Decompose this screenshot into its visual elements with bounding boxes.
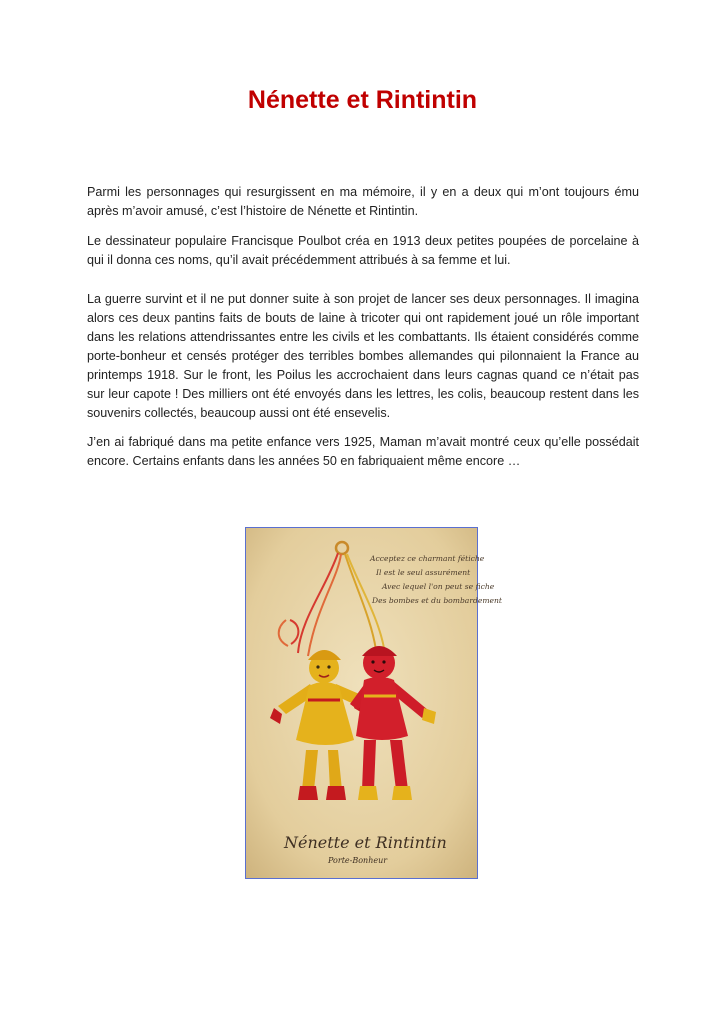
- verse-line: Avec lequel l'on peut se fiche: [382, 582, 495, 591]
- verse-line: Il est le seul assurément: [376, 568, 471, 577]
- paragraph-poulbot: Le dessinateur populaire Francisque Poulbot créa en 1913 deux petites poupées de porcelaine à qui il donna ces noms, qu’il avait précédemment attribués à sa femme et lui.: [87, 234, 639, 267]
- paragraph-war: La guerre survint et il ne put donner suite à son projet de lancer ses deux personnages. Il imagina alors ces deux pantins faits de bouts de laine à tricoter qui ont rapidement joué un rôle important dans les relations attendrissantes entre les civils et les combattants. Ils étaient considérés comme porte-bonheur et censés protéger des terribles bombes allemandes qui pilonnaient la France au printemps 1918. Sur le front, les Poilus les accrochaient dans leurs cagnas quand ce n’était pas sur leur capote ! Des milliers ont été envoyés dans les lettres, les colis, beaucoup restent dans les souvenirs collectés, beaucoup aussi ont été ensevelis.: [87, 292, 639, 420]
- paragraph-intro: Parmi les personnages qui resurgissent en ma mémoire, il y en a deux qui m’ont toujours ému après m’avoir amusé, c’est l’histoire de Nénette et Rintintin.: [87, 185, 639, 218]
- postcard-caption: Nénette et Rintintin: [284, 833, 447, 852]
- verse-line: Des bombes et du bombardement: [372, 596, 502, 605]
- page-title: Nénette et Rintintin: [247, 86, 478, 114]
- postcard-subcaption: Porte-Bonheur: [328, 856, 388, 865]
- paragraph-childhood: J’en ai fabriqué dans ma petite enfance vers 1925, Maman m’avait montré ceux qu’elle possédait encore. Certains enfants dans les années 50 en fabriquaient même encore …: [87, 435, 639, 468]
- postcard-illustration: [246, 528, 502, 878]
- verse-line: Acceptez ce charmant fétiche: [370, 554, 485, 563]
- postcard-image: [245, 527, 502, 879]
